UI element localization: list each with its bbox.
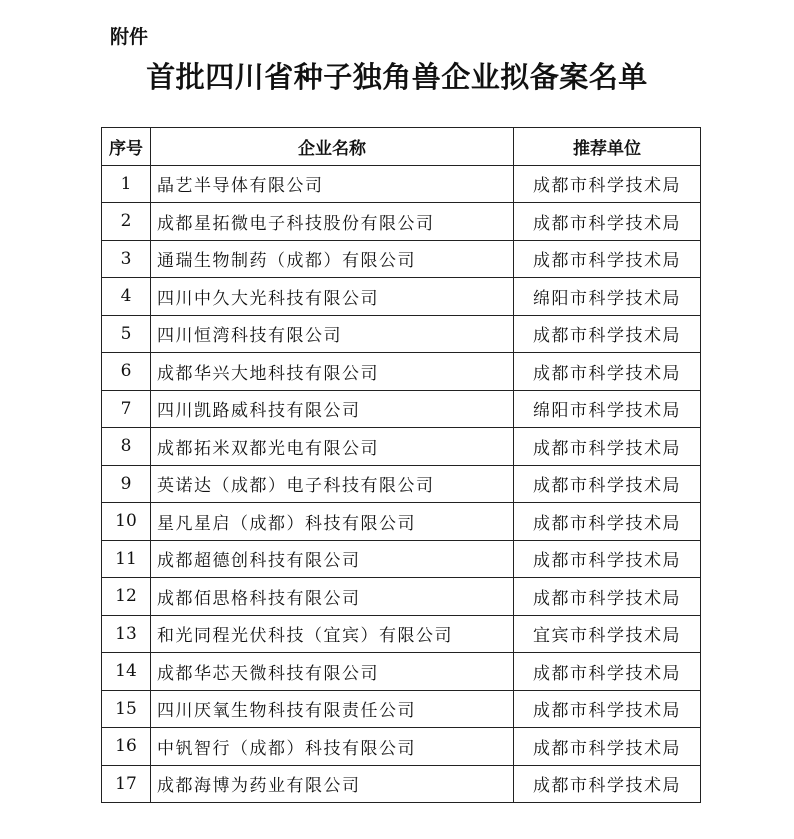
recommending-unit-cell: 成都市科学技术局 (514, 165, 701, 203)
table-header-row (102, 128, 701, 166)
recommending-unit-cell: 成都市科学技术局 (514, 353, 701, 391)
company-name-cell: 通瑞生物制药（成都）有限公司 (151, 240, 514, 278)
company-name-cell: 成都星拓微电子科技股份有限公司 (151, 203, 514, 241)
row-number: 4 (102, 278, 151, 316)
table-row (102, 503, 701, 541)
recommending-unit-cell: 成都市科学技术局 (514, 465, 701, 503)
company-name-cell: 四川恒湾科技有限公司 (151, 315, 514, 353)
row-number: 5 (102, 315, 151, 353)
recommending-unit-cell: 成都市科学技术局 (514, 765, 701, 803)
table-row (102, 390, 701, 428)
table-row (102, 578, 701, 616)
row-number: 17 (102, 765, 151, 803)
recommending-unit-cell: 成都市科学技术局 (514, 653, 701, 691)
table-row (102, 278, 701, 316)
company-name-cell: 星凡星启（成都）科技有限公司 (151, 503, 514, 541)
recommending-unit-cell: 成都市科学技术局 (514, 203, 701, 241)
company-name-cell: 成都华芯天微科技有限公司 (151, 653, 514, 691)
recommending-unit-cell: 成都市科学技术局 (514, 315, 701, 353)
table-row (102, 728, 701, 766)
company-name-cell: 成都华兴大地科技有限公司 (151, 353, 514, 391)
row-number: 6 (102, 353, 151, 391)
company-name-cell: 中钒智行（成都）科技有限公司 (151, 728, 514, 766)
table-header (102, 128, 701, 166)
table-row (102, 240, 701, 278)
company-name-cell: 成都拓米双都光电有限公司 (151, 428, 514, 466)
row-number: 10 (102, 503, 151, 541)
company-name-cell: 英诺达（成都）电子科技有限公司 (151, 465, 514, 503)
row-number: 1 (102, 165, 151, 203)
recommending-unit-cell: 成都市科学技术局 (514, 690, 701, 728)
table-row (102, 465, 701, 503)
row-number: 12 (102, 578, 151, 616)
recommending-unit-cell: 成都市科学技术局 (514, 240, 701, 278)
company-name-cell: 成都超德创科技有限公司 (151, 540, 514, 578)
table-row (102, 765, 701, 803)
table-row (102, 315, 701, 353)
recommending-unit-cell: 成都市科学技术局 (514, 728, 701, 766)
row-number: 11 (102, 540, 151, 578)
column-header-company-name: 企业名称 (151, 128, 514, 166)
row-number: 13 (102, 615, 151, 653)
row-number: 14 (102, 653, 151, 691)
company-name-cell: 和光同程光伏科技（宜宾）有限公司 (151, 615, 514, 653)
row-number: 3 (102, 240, 151, 278)
column-header-recommending-unit: 推荐单位 (514, 128, 701, 166)
company-name-cell: 四川凯路威科技有限公司 (151, 390, 514, 428)
row-number: 9 (102, 465, 151, 503)
table-row (102, 615, 701, 653)
row-number: 8 (102, 428, 151, 466)
page-title: 首批四川省种子独角兽企业拟备案名单 (146, 60, 648, 94)
table-row (102, 690, 701, 728)
table-row (102, 203, 701, 241)
row-number: 15 (102, 690, 151, 728)
company-name-cell: 四川中久大光科技有限公司 (151, 278, 514, 316)
attachment-label: 附件 (110, 26, 149, 48)
table-row (102, 165, 701, 203)
table-row (102, 653, 701, 691)
company-name-cell: 四川厌氧生物科技有限责任公司 (151, 690, 514, 728)
company-name-cell: 成都海博为药业有限公司 (151, 765, 514, 803)
table-body (102, 165, 701, 803)
row-number: 7 (102, 390, 151, 428)
recommending-unit-cell: 绵阳市科学技术局 (514, 278, 701, 316)
enterprise-table (101, 127, 701, 803)
recommending-unit-cell: 绵阳市科学技术局 (514, 390, 701, 428)
recommending-unit-cell: 宜宾市科学技术局 (514, 615, 701, 653)
recommending-unit-cell: 成都市科学技术局 (514, 503, 701, 541)
table-row (102, 428, 701, 466)
column-header-number: 序号 (102, 128, 151, 166)
row-number: 2 (102, 203, 151, 241)
company-name-cell: 晶艺半导体有限公司 (151, 165, 514, 203)
row-number: 16 (102, 728, 151, 766)
recommending-unit-cell: 成都市科学技术局 (514, 428, 701, 466)
recommending-unit-cell: 成都市科学技术局 (514, 578, 701, 616)
company-name-cell: 成都佰思格科技有限公司 (151, 578, 514, 616)
table-row (102, 353, 701, 391)
table-row (102, 540, 701, 578)
recommending-unit-cell: 成都市科学技术局 (514, 540, 701, 578)
